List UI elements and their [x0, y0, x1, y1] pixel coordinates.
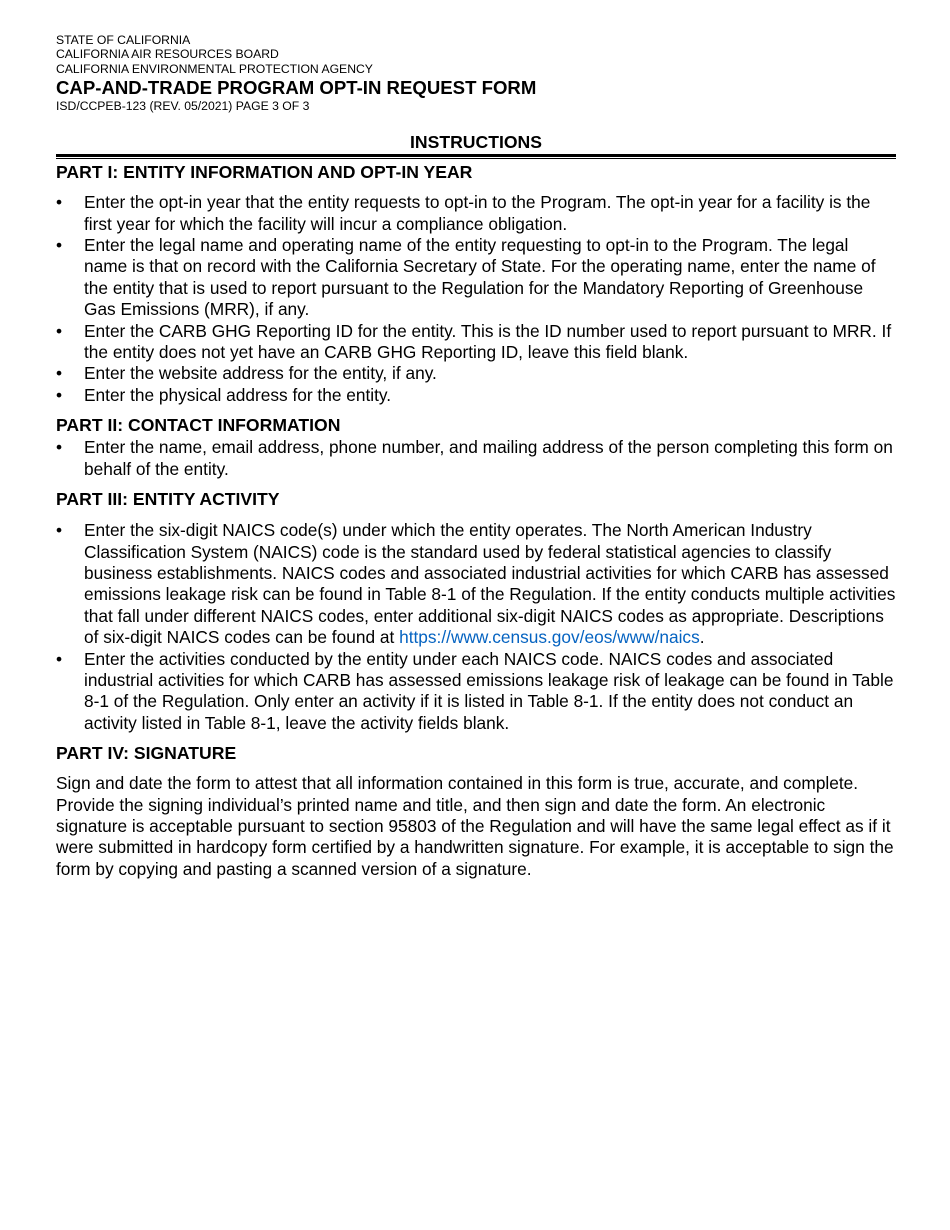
- list-item: [56, 520, 896, 648]
- link-period: .: [699, 627, 705, 648]
- signature-paragraph: Sign and date the form to attest that all information contained in this form is true, accurate, and complete. Provide the signing individual’s printed name and title, and then sign and date the form. An electronic signature is acceptable pursuant to section 95803 of the Regulation and will have the same legal effect as if it were submitted in hardcopy form certified by a handwritten signature. For example, it is acceptable to sign the form by copying and pasting a scanned version of a signature.: [56, 773, 894, 879]
- agency-line: CALIFORNIA ENVIRONMENTAL PROTECTION AGENCY: [56, 61, 373, 76]
- document-header: [56, 33, 896, 113]
- census-naics-link[interactable]: https://www.census.gov/eos/www/naics: [399, 627, 700, 648]
- instructions-heading: INSTRUCTIONS: [410, 132, 542, 153]
- part1-list: [56, 192, 896, 406]
- document-page: [56, 33, 896, 880]
- part4-title: PART IV: SIGNATURE: [56, 743, 237, 764]
- part3-list: [56, 520, 896, 734]
- form-id: ISD/CCPEB-123 (REV. 05/2021) PAGE 3 OF 3: [56, 99, 310, 114]
- state-line: STATE OF CALIFORNIA: [56, 33, 191, 47]
- part2-title: PART II: CONTACT INFORMATION: [56, 415, 341, 436]
- list-item: • Enter the activities conducted by the entity under each NAICS code. NAICS codes and associated industrial activities for which CARB has assessed emissions leakage risk of leakage can be found in Table 8-1 of the Regulation. Only enter an activity if it is listed in Table 8-1. If the entity does not conduct an activity listed in Table 8-1, leave the activity fields blank.: [56, 649, 896, 735]
- list-item: • Enter the CARB GHG Reporting ID for the entity. This is the ID number used to report pursuant to MRR. If the entity does not yet have an CARB GHG Reporting ID, leave this field blank.: [56, 321, 896, 364]
- heading-rule: [56, 154, 896, 159]
- list-item: • Enter the opt-in year that the entity requests to opt-in to the Program. The opt-in year for a facility is the first year for which the facility will incur a compliance obligation.: [56, 192, 896, 235]
- part1-title: PART I: ENTITY INFORMATION AND OPT-IN YEAR: [56, 162, 473, 183]
- list-item: • Enter the physical address for the entity.: [56, 385, 896, 406]
- naics-code-text: Enter the six-digit NAICS code(s) under which the entity operates. The North American Industry Classification System (NAICS) code is the standard used by federal statistical agencies to classify business establishments. NAICS codes and associated industrial activities for which CARB has assessed emissions leakage risk can be found in Table 8-1 of the Regulation. If the entity conducts multiple activities that fall under different NAICS codes, enter additional six-digit NAICS codes as appropriate. Descriptions of six-digit NAICS codes can be found at: [84, 520, 896, 648]
- list-item: • Enter the legal name and operating name of the entity requesting to opt-in to the Program. The legal name is that on record with the California Secretary of State. For the operating name, enter the name of the entity that is used to report pursuant to the Regulation for the Mandatory Reporting of Greenhouse Gas Emissions (MRR), if any.: [56, 235, 896, 321]
- form-title: CAP-AND-TRADE PROGRAM OPT-IN REQUEST FORM: [56, 77, 537, 99]
- part3-title: PART III: ENTITY ACTIVITY: [56, 489, 280, 510]
- list-item: • Enter the website address for the entity, if any.: [56, 363, 896, 384]
- board-line: CALIFORNIA AIR RESOURCES BOARD: [56, 47, 279, 62]
- part2-list: [56, 437, 896, 480]
- list-item: • Enter the name, email address, phone number, and mailing address of the person completing this form on behalf of the entity.: [56, 437, 896, 480]
